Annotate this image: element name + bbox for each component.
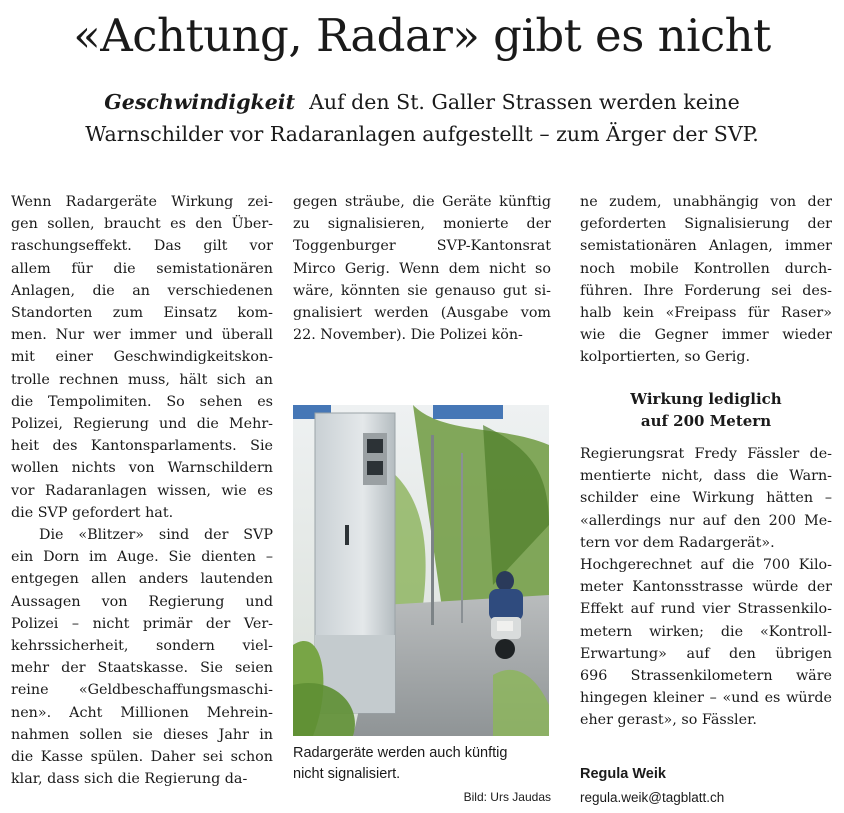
text-line: gen sollen, braucht es den Über- — [11, 216, 273, 233]
text-line: zu signalisieren, monierte der — [293, 216, 551, 233]
text-line: kehrssicherheit, sondern viel- — [11, 638, 273, 655]
text-line: die Tempolimiten. So sehen es — [11, 393, 273, 410]
deck-keyword: Geschwindigkeit — [104, 90, 296, 114]
photo-caption-line-1: Radargeräte werden auch künftig — [293, 745, 508, 761]
text-line: Wenn Radargeräte Wirkung zei- — [11, 194, 273, 210]
text-line: nen». Acht Millionen Mehrein- — [11, 704, 273, 721]
photo-caption-line-2: nicht signalisiert. — [293, 766, 401, 782]
text-line: kolportierten, so Gerig. — [580, 349, 751, 366]
text-line: ne zudem, unabhängig von der — [580, 194, 832, 210]
text-line: führen. Ihre Forderung sei des- — [580, 282, 832, 299]
body-column-3-continued — [580, 443, 832, 732]
text-line: semistationären Anlagen, immer — [580, 238, 832, 255]
text-line: wollen nichts von Warnschildern — [11, 460, 273, 477]
text-line: Standorten zum Einsatz kom- — [11, 305, 273, 322]
text-line: 696 Strassenkilometern wäre — [580, 668, 832, 685]
text-line: wäre, könnten sie genauso gut si- — [293, 282, 551, 299]
text-line: vor Radaranlagen wissen, wie es — [11, 482, 273, 499]
text-line: noch mobile Kontrollen durch- — [580, 260, 832, 277]
text-line: Toggenburger SVP-Kantonsrat — [293, 238, 551, 255]
deck-line-1 — [0, 86, 844, 118]
text-line: Polizei – nicht primär der Ver- — [11, 615, 273, 632]
text-line: ein Dorn im Auge. Sie dienten – — [11, 549, 273, 566]
text-line: halb kein «Freipass für Raser» — [580, 305, 832, 322]
text-line: eher gerast», so Fässler. — [580, 712, 757, 729]
body-column-3 — [580, 191, 832, 369]
deck-line-1-text: Auf den St. Galler Strassen werden keine — [309, 90, 740, 114]
text-line: Aussagen von Regierung und — [11, 593, 273, 610]
text-line: trolle rechnen muss, hält sich an — [11, 371, 273, 388]
text-line: die SVP gefordert hat. — [11, 504, 174, 521]
headline: «Achtung, Radar» gibt es nicht — [73, 9, 771, 62]
text-line: meter Kantonsstrasse würde der — [580, 579, 832, 596]
text-line: geforderten Signalisierung der — [580, 216, 832, 233]
text-line: schilder eine Wirkung hätten – — [580, 490, 832, 507]
text-line: Die «Blitzer» sind der SVP — [39, 527, 273, 544]
article-photo — [293, 405, 549, 736]
text-line: Erwartung» auf den übrigen — [580, 645, 832, 662]
radar-scooter-photo — [293, 405, 549, 736]
text-line: nahmen sollen sie dieses Jahr in — [11, 726, 273, 743]
text-line: metern wirken; die «Kontroll- — [580, 623, 832, 640]
photo-credit: Bild: Urs Jaudas — [463, 790, 551, 804]
deck — [0, 86, 844, 150]
text-line: tern vor dem Radargerät». — [580, 534, 775, 551]
text-line: mentierte nicht, dass die Warn- — [580, 468, 832, 485]
text-line: gegen sträube, die Geräte künftig — [293, 194, 551, 210]
text-line: klar, dass sich die Regierung da- — [11, 771, 248, 788]
text-line: raschungseffekt. Das gilt vor — [11, 238, 273, 255]
subheading-line-2: auf 200 Metern — [640, 412, 772, 430]
text-line: wie die Gegner immer wieder — [580, 327, 832, 344]
text-line: «allerdings nur auf den 200 Me- — [580, 512, 832, 529]
author-email-link[interactable]: regula.weik@tagblatt.ch — [580, 790, 725, 805]
text-line: Mirco Gerig. Wenn dem nicht so — [293, 260, 551, 277]
photo-caption — [293, 743, 551, 785]
text-line: 22. November). Die Polizei kön- — [293, 327, 523, 344]
text-line: gnalisiert werden (Ausgabe vom — [293, 305, 551, 322]
deck-line-2: Warnschilder vor Radaranlagen aufgestellt – zum Ärger der SVP. — [85, 122, 759, 146]
text-line: Anlagen, die an verschiedenen — [11, 282, 273, 299]
text-line: hingegen kleiner – «und es würde — [580, 690, 832, 707]
text-line: reine «Geldbeschaffungsmaschi- — [11, 682, 273, 699]
text-line: heit des Kantonsparlaments. Sie — [11, 438, 273, 455]
subheading — [580, 388, 832, 432]
text-line: entgegen allen anders lautenden — [11, 571, 273, 588]
body-column-1 — [11, 191, 273, 790]
author-name: Regula Weik — [580, 766, 666, 782]
text-line: Effekt auf rund vier Strassenkilo- — [580, 601, 832, 618]
body-column-2 — [293, 191, 551, 346]
text-line: mehr der Staatskasse. Sie seien — [11, 660, 273, 677]
subheading-line-1: Wirkung lediglich — [630, 390, 782, 408]
text-line: Polizei, Regierung und die Mehr- — [11, 416, 273, 433]
text-line: Hochgerechnet auf die 700 Kilo- — [580, 557, 832, 574]
text-line: Regierungsrat Fredy Fässler de- — [580, 446, 832, 462]
text-line: allem für die semistationären — [11, 260, 273, 277]
text-line: die Kasse spülen. Daher sei schon — [11, 749, 273, 766]
text-line: mit einer Geschwindigkeitskon- — [11, 349, 273, 366]
text-line: men. Nur wer immer und überall — [11, 327, 273, 344]
